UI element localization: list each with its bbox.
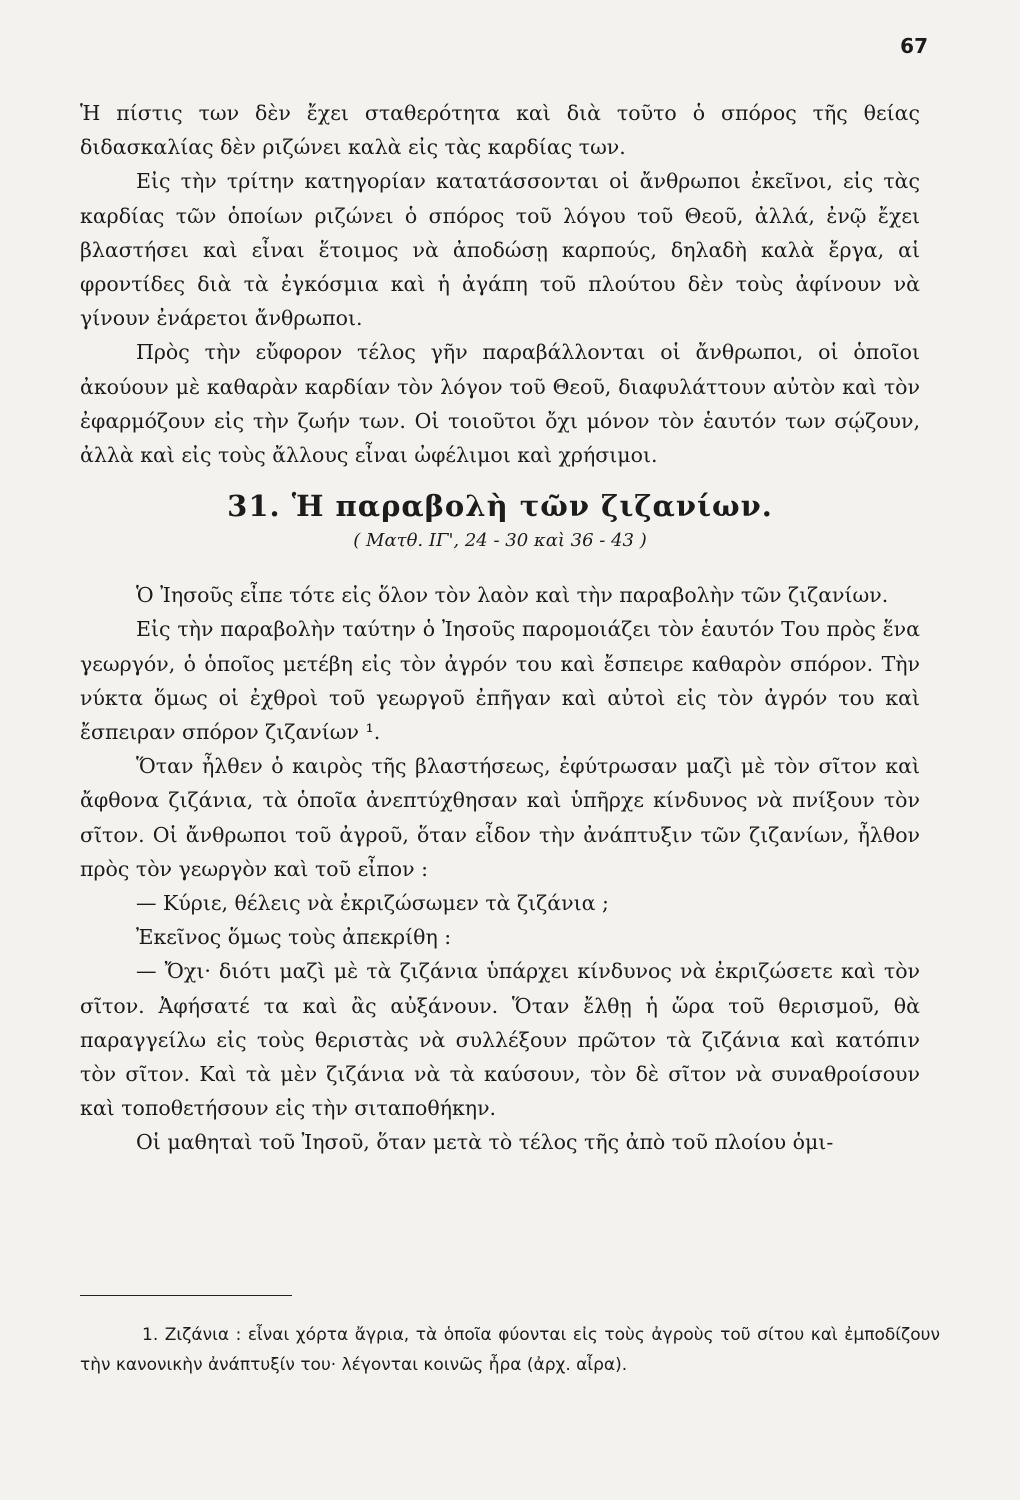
dialogue-line: — Κύριε, θέλεις νὰ ἐκριζώσωμεν τὰ ζιζάνια ; [136, 891, 609, 916]
page-number: 67 [900, 34, 928, 58]
footnote: 1. Ζιζάνια : εἶναι χόρτα ἄγρια, τὰ ὁποῖα φύονται εἰς τοὺς ἀγροὺς τοῦ σίτου καὶ ἐμποδίζουν τὴν κανονικὴν ἀνάπτυξίν του· λέγονται κοινῶς ἦρα (ἀρχ. αἶρα). [80, 1325, 940, 1375]
paragraph: Εἰς τὴν παραβολὴν ταύτην ὁ Ἰησοῦς παρομοιάζει τὸν ἑαυτόν Του πρὸς ἕνα γεωργόν, ὁ ὁποῖος μετέβη εἰς τὸν ἀγρόν του καὶ ἔσπειρε καθαρὸν σπόρον. Τὴν νύκτα ὅμως οἱ ἐχθροὶ τοῦ γεωργοῦ ἐπῆγαν καὶ αὐτοὶ εἰς τὸν ἀγρόν του καὶ ἔσπειραν σπόρον ζιζανίων ¹. [80, 617, 920, 745]
main-text [80, 96, 920, 1160]
reply-paragraph: — Ὄχι· διότι μαζὶ μὲ τὰ ζιζάνια ὑπάρχει κίνδυνος νὰ ἐκριζώσετε καὶ τὸν σῖτον. Ἀφήσατέ τα καὶ ἂς αὐξάνουν. Ὅταν ἔλθῃ ἡ ὥρα τοῦ θερισμοῦ, θὰ παραγγείλω εἰς τοὺς θεριστὰς νὰ συλλέξουν πρῶτον τὰ ζιζάνια καὶ κατόπιν τὸν σῖτον. Καὶ τὰ μὲν ζιζάνια νὰ τὰ καύσουν, τὸν δὲ σῖτον νὰ συναθροίσουν καὶ τοποθετήσουν εἰς τὴν σιταποθήκην. [80, 959, 920, 1121]
paragraph: Ἡ πίστις των δὲν ἔχει σταθερότητα καὶ διὰ τοῦτο ὁ σπόρος τῆς θείας διδασκαλίας δὲν ριζώνει καλὰ εἰς τὰς καρδίας των. [80, 101, 920, 160]
paragraph: Πρὸς τὴν εὔφορον τέλος γῆν παραβάλλονται οἱ ἄνθρωποι, οἱ ὁποῖοι ἀκούουν μὲ καθαρὰν καρδίαν τὸν λόγον τοῦ Θεοῦ, διαφυλάττουν αὐτὸν καὶ τὸν ἐφαρμόζουν εἰς τὴν ζωήν των. Οἱ τοιοῦτοι ὄχι μόνον τὸν ἑαυτόν των σῴζουν, ἀλλὰ καὶ εἰς τοὺς ἄλλους εἶναι ὠφέλιμοι καὶ χρήσιμοι. [80, 340, 920, 468]
section-title: 31. Ἡ παραβολὴ τῶν ζιζανίων. [227, 489, 773, 524]
paragraph: Οἱ μαθηταὶ τοῦ Ἰησοῦ, ὅταν μετὰ τὸ τέλος τῆς ἀπὸ τοῦ πλοίου ὁμι- [136, 1130, 834, 1155]
paragraph: Εἰς τὴν τρίτην κατηγορίαν κατατάσσονται οἱ ἄνθρωποι ἐκεῖνοι, εἰς τὰς καρδίας τῶν ὁποίων ριζώνει ὁ σπόρος τοῦ λόγου τοῦ Θεοῦ, ἀλλά, ἐνῷ ἔχει βλαστήσει καὶ εἶναι ἕτοιμος νὰ ἀποδώσῃ καρπούς, δηλαδὴ καλὰ ἔργα, αἱ φροντίδες διὰ τὰ ἐγκόσμια καὶ ἡ ἀγάπη τοῦ πλούτου δὲν τοὺς ἀφίνουν νὰ γίνουν ἐνάρετοι ἄνθρωποι. [80, 169, 920, 331]
dialogue-line: Ἐκεῖνος ὅμως τοὺς ἀπεκρίθη : [136, 925, 452, 950]
footnote-divider [80, 1295, 292, 1296]
footnotes [80, 1320, 940, 1380]
paragraph: Ὁ Ἰησοῦς εἶπε τότε εἰς ὅλον τὸν λαὸν καὶ τὴν παραβολὴν τῶν ζιζανίων. [136, 583, 889, 608]
paragraph: Ὅταν ἦλθεν ὁ καιρὸς τῆς βλαστήσεως, ἐφύτρωσαν μαζὶ μὲ τὸν σῖτον καὶ ἄφθονα ζιζάνια, τὰ ὁποῖα ἀνεπτύχθησαν καὶ ὑπῆρχε κίνδυνος νὰ πνίξουν τὸν σῖτον. Οἱ ἄνθρωποι τοῦ ἀγροῦ, ὅταν εἶδον τὴν ἀνάπτυξιν τῶν ζιζανίων, ἦλθον πρὸς τὸν γεωργὸν καὶ τοῦ εἶπον : [80, 754, 920, 881]
section-reference: ( Ματθ. ΙΓ', 24 - 30 καὶ 36 - 43 ) [353, 530, 647, 552]
